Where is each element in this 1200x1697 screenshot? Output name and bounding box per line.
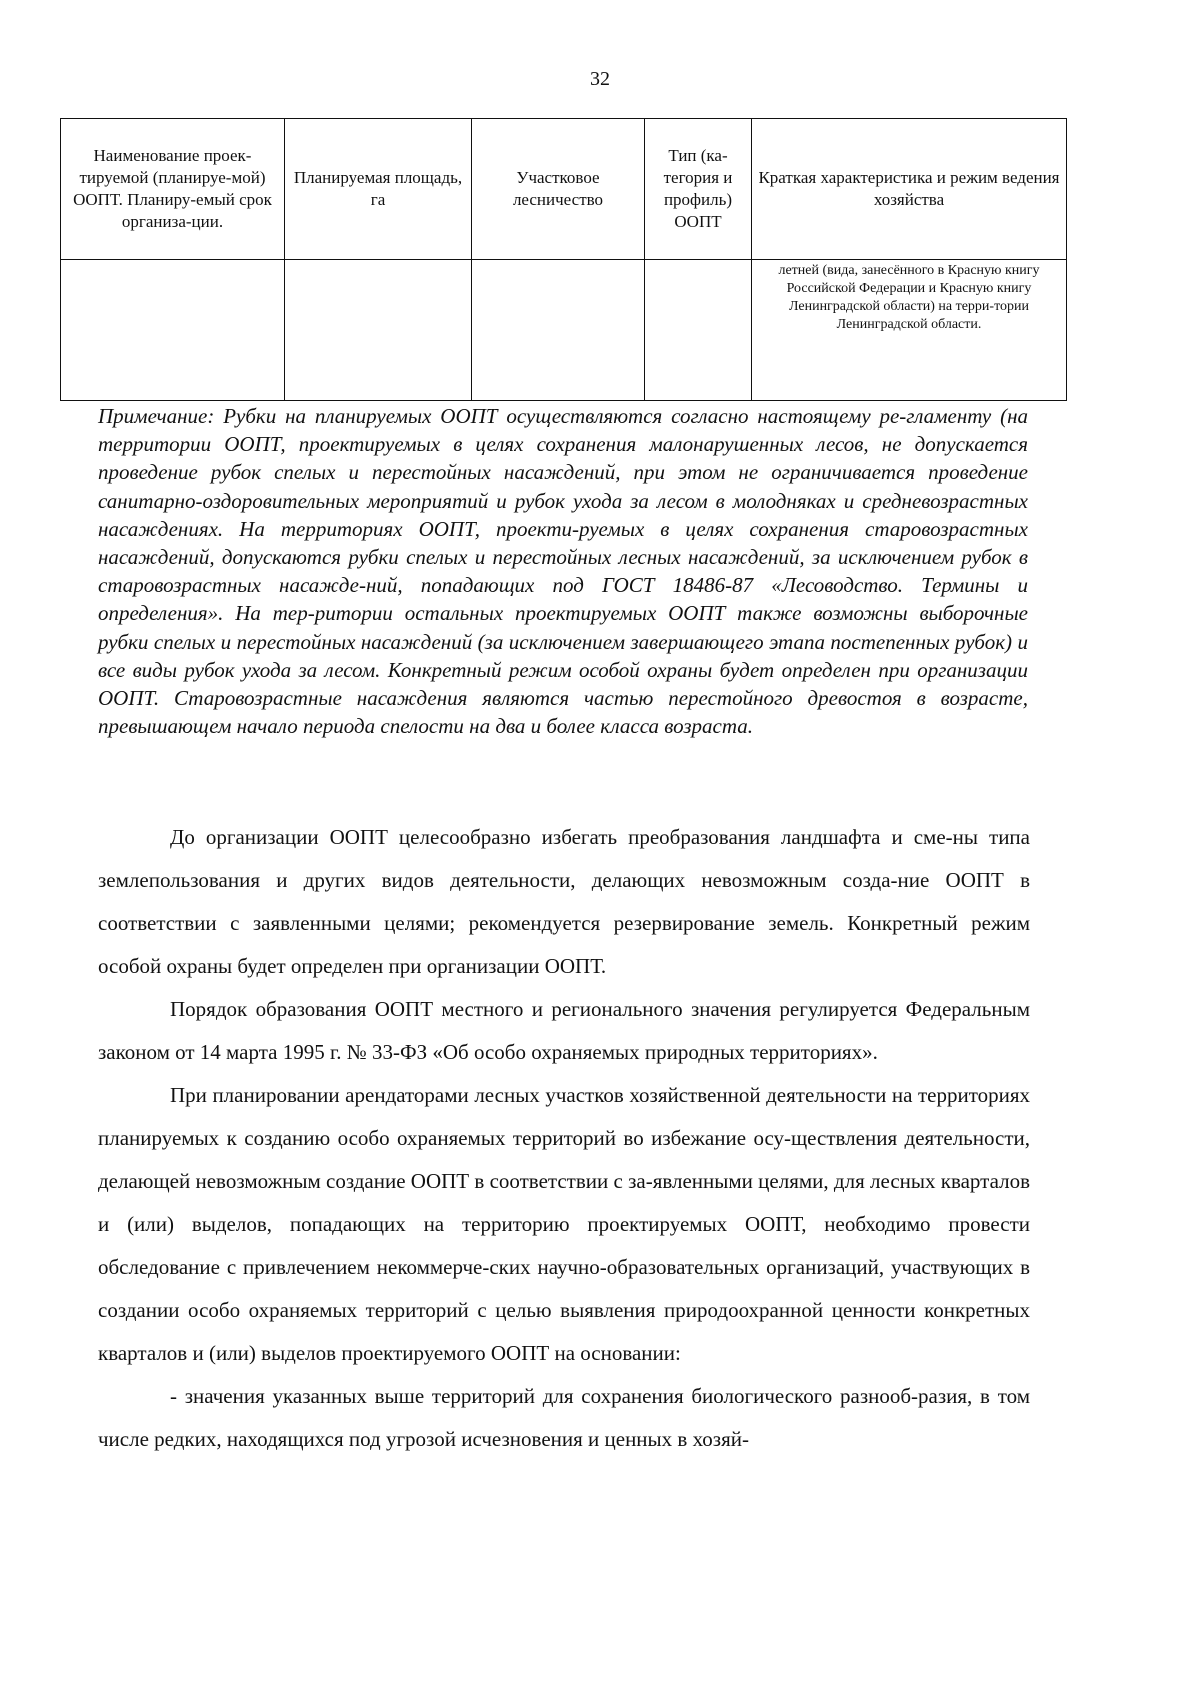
header-type: Тип (ка-тегория и профиль) ООПТ (645, 119, 752, 260)
oopt-table (60, 118, 1067, 401)
table-row (61, 260, 1067, 401)
note-paragraph: Примечание: Рубки на планируемых ООПТ осуществляются согласно настоящему ре-гламенту (на территории ООПТ, проектируемых в целях сохранения малонарушенных лесов, не допускается проведение рубок спелых и перестойных насаждений, при этом не ограничивается проведение санитарно-оздоровительных мероприятий и рубок ухода за лесом в молодняках и средневозрастных насаждениях. На территориях ООПТ, проекти-руемых в целях сохранения старовозрастных насаждений, допускаются рубки спелых и перестойных лесных насаждений, за исключением рубок в старовозрастных насажде-ний, попадающих под ГОСТ 18486-87 «Лесоводство. Термины и определения». На тер-ритории остальных проектируемых ООПТ также возможны выборочные рубки спелых и перестойных насаждений (за исключением завершающего этапа постепенных рубок) и все виды рубок ухода за лесом. Конкретный режим особой охраны будет определен при организации ООПТ. Старовозрастные насаждения являются частью перестойного древостоя в возрасте, превышающем начало периода спелости на два и более класса возраста. (98, 404, 1028, 739)
paragraph-biodiversity: - значения указанных выше территорий для сохранения биологического разнооб-разия, в том числе редких, находящихся под угрозой исчезновения и ценных в хозяй- (98, 1384, 1030, 1451)
header-name: Наименование проек-тируемой (планируе-мой) ООПТ. Планиру-емый срок организа-ции. (61, 119, 285, 260)
cell-area (285, 260, 472, 401)
page-number: 32 (590, 68, 610, 90)
cell-type (645, 260, 752, 401)
paragraph-survey: При планировании арендаторами лесных участков хозяйственной деятельности на территориях планируемых к созданию особо охраняемых территорий во избежание осу-ществления деятельности, делающей невозможным создание ООПТ в соответствии с за-явленными целями, для лесных кварталов и (или) выделов, попадающих на территорию проектируемых ООПТ, необходимо провести обследование с привлечением некоммерче-ских научно-образовательных организаций, участвующих в создании особо охраняемых территорий с целью выявления природоохранной ценности конкретных кварталов и (или) выделов проектируемого ООПТ на основании: (98, 1083, 1030, 1365)
paragraph-reservation: До организации ООПТ целесообразно избегать преобразования ландшафта и сме-ны типа землепользования и других видов деятельности, делающих невозможным созда-ние ООПТ в соответствии с заявленными целями; рекомендуется резервирование земель. Конкретный режим особой охраны будет определен при организации ООПТ. (98, 825, 1030, 978)
cell-characteristic: летней (вида, занесённого в Красную книгу Российской Федерации и Красную книгу Ленинградской области) на терри-тории Ленинградской области. (752, 260, 1067, 401)
header-characteristic: Краткая характеристика и режим ведения хозяйства (752, 119, 1067, 260)
cell-forestry (472, 260, 645, 401)
paragraph-legal-basis: Порядок образования ООПТ местного и регионального значения регулируется Федеральным законом от 14 марта 1995 г. № 33-ФЗ «Об особо охраняемых природных территориях». (98, 997, 1030, 1064)
header-forestry: Участковое лесничество (472, 119, 645, 260)
cell-name (61, 260, 285, 401)
table-header-row (61, 119, 1067, 260)
header-area: Планируемая площадь, га (285, 119, 472, 260)
body-text (98, 816, 1030, 1461)
